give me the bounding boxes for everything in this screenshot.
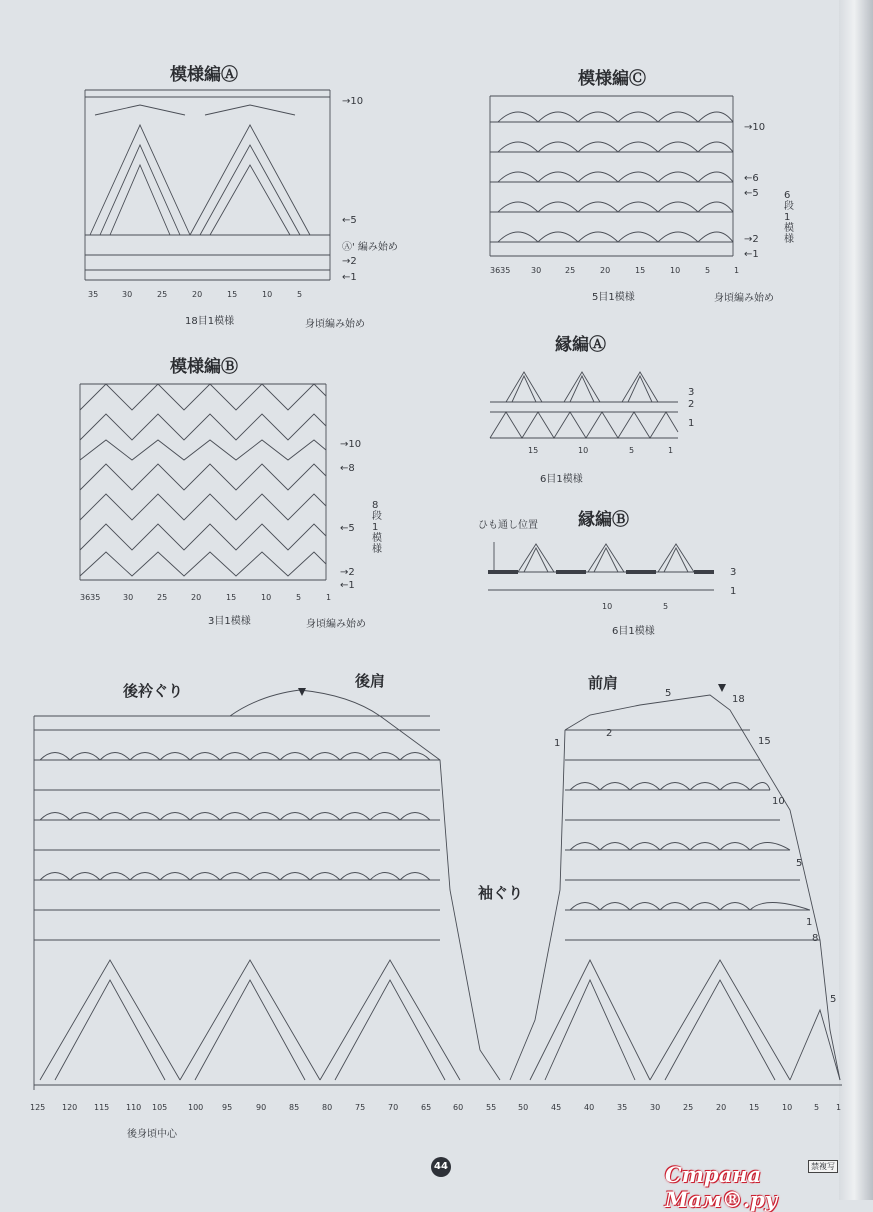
pattern-c-row-6: ←6: [744, 173, 759, 184]
big-tick: 115: [94, 1103, 110, 1112]
pattern-b-chart: [76, 380, 331, 590]
big-tick: 65: [421, 1103, 432, 1112]
pattern-a-start: 身頃編み始め: [305, 319, 365, 330]
big-tick: 5: [814, 1103, 820, 1112]
pattern-a-repeat: 18目1模様: [185, 316, 235, 327]
edging-b-cord-label: ひも通し位置: [478, 520, 538, 531]
pattern-c-tick: 30: [531, 266, 542, 275]
pattern-c-side-repeat: 6段1模様: [784, 190, 794, 245]
pattern-c-title: 模様編Ⓒ: [578, 69, 646, 89]
pattern-b-row-5: ←5: [340, 523, 355, 534]
pattern-b-tick: 15: [226, 593, 237, 602]
edging-b-tick: 5: [663, 602, 669, 611]
big-tick: 30: [650, 1103, 661, 1112]
back-center-label: 後身頃中心: [127, 1129, 177, 1140]
big-tick: 60: [453, 1103, 464, 1112]
edging-b-title: 縁編Ⓑ: [578, 510, 629, 530]
pattern-b-start: 身頃編み始め: [306, 619, 366, 630]
big-tick: 95: [222, 1103, 233, 1112]
front-row-5: 5: [796, 858, 803, 869]
edging-b-row-1: 1: [730, 586, 737, 597]
pattern-b-row-8: ←8: [340, 463, 355, 474]
edging-b-repeat: 6目1模様: [612, 626, 655, 637]
pattern-a-tick: 5: [297, 290, 303, 299]
pattern-b-title: 模様編Ⓑ: [170, 357, 238, 377]
big-tick: 105: [152, 1103, 168, 1112]
pattern-c-start: 身頃編み始め: [714, 293, 774, 304]
edging-a-row-1: 1: [688, 418, 695, 429]
big-tick: 80: [322, 1103, 333, 1112]
edging-a-tick: 5: [629, 446, 635, 455]
pattern-a-tick: 30: [122, 290, 133, 299]
big-tick: 125: [30, 1103, 46, 1112]
front-row-8: 8: [812, 933, 819, 944]
pattern-b-tick: 30: [123, 593, 134, 602]
front-row-5-top: 5: [665, 688, 672, 699]
pattern-c-tick: 15: [635, 266, 646, 275]
back-neck-title: 後衿ぐり: [123, 682, 184, 700]
big-tick: 10: [782, 1103, 793, 1112]
pattern-c-tick: 25: [565, 266, 576, 275]
front-row-2: 2: [606, 728, 613, 739]
big-tick: 100: [188, 1103, 204, 1112]
watermark-logo: Страна Мам®.ру: [665, 1162, 778, 1212]
pattern-b-row-10: →10: [340, 439, 362, 450]
big-tick: 40: [584, 1103, 595, 1112]
pattern-a-tick: 15: [227, 290, 238, 299]
copy-prohibited-tag: 禁複写: [808, 1160, 838, 1173]
front-row-1: 1: [806, 917, 813, 928]
front-shoulder-title: 前肩: [588, 674, 619, 692]
pattern-a-row-2: →2: [342, 256, 357, 267]
front-row-5-lower: 5: [830, 994, 837, 1005]
page-number: 44: [431, 1157, 451, 1177]
pattern-a-tick: 20: [192, 290, 203, 299]
pattern-a-row-1: ←1: [342, 272, 357, 283]
pattern-a-tick: 25: [157, 290, 168, 299]
pattern-b-repeat: 3目1模様: [208, 616, 251, 627]
pattern-a-start-label: Ⓐ' 編み始め: [342, 242, 398, 253]
big-tick: 75: [355, 1103, 366, 1112]
big-tick: 85: [289, 1103, 300, 1112]
big-tick: 15: [749, 1103, 760, 1112]
pattern-b-row-2: →2: [340, 567, 355, 578]
pattern-c-row-5: ←5: [744, 188, 759, 199]
pattern-c-tick: 20: [600, 266, 611, 275]
front-row-10: 10: [772, 796, 785, 807]
pattern-c-tick: 5: [705, 266, 711, 275]
big-tick: 55: [486, 1103, 497, 1112]
edging-a-repeat: 6目1模様: [540, 474, 583, 485]
edging-b-tick: 10: [602, 602, 613, 611]
edging-a-row-3: 3: [688, 387, 695, 398]
pattern-a-tick: 10: [262, 290, 273, 299]
big-tick: 1: [836, 1103, 842, 1112]
big-tick: 70: [388, 1103, 399, 1112]
edging-a-tick: 15: [528, 446, 539, 455]
big-tick: 110: [126, 1103, 142, 1112]
armhole-title: 袖ぐり: [478, 884, 524, 902]
front-row-18: 18: [732, 694, 745, 705]
pattern-b-tick: 3635: [80, 593, 101, 602]
big-tick: 25: [683, 1103, 694, 1112]
big-tick: 120: [62, 1103, 78, 1112]
pattern-a-row-10: →10: [342, 96, 364, 107]
pattern-a-chart: [80, 85, 340, 285]
pattern-c-tick: 1: [734, 266, 740, 275]
front-row-15: 15: [758, 736, 771, 747]
big-tick: 90: [256, 1103, 267, 1112]
pattern-c-repeat: 5目1模様: [592, 292, 635, 303]
edging-a-chart: [486, 362, 686, 442]
big-tick: 35: [617, 1103, 628, 1112]
pattern-c-tick: 3635: [490, 266, 511, 275]
pattern-c-row-2: →2: [744, 234, 759, 245]
pattern-c-tick: 10: [670, 266, 681, 275]
pattern-b-row-1: ←1: [340, 580, 355, 591]
edging-b-row-3: 3: [730, 567, 737, 578]
big-body-chart: [30, 690, 850, 1090]
pattern-c-row-10: →10: [744, 122, 766, 133]
pattern-b-tick: 25: [157, 593, 168, 602]
pattern-b-tick: 1: [326, 593, 332, 602]
pattern-c-chart: [488, 92, 738, 262]
pattern-b-side-repeat: 8段1模様: [372, 500, 382, 555]
edging-a-tick: 1: [668, 446, 674, 455]
edging-a-row-2: 2: [688, 399, 695, 410]
pattern-a-row-5: ←5: [342, 215, 357, 226]
big-tick: 20: [716, 1103, 727, 1112]
edging-b-chart: [484, 532, 724, 592]
back-shoulder-title: 後肩: [355, 672, 386, 690]
pattern-c-row-1: ←1: [744, 249, 759, 260]
big-tick: 45: [551, 1103, 562, 1112]
pattern-a-title: 模様編Ⓐ: [170, 65, 238, 85]
pattern-b-tick: 20: [191, 593, 202, 602]
pattern-b-tick: 10: [261, 593, 272, 602]
big-tick: 50: [518, 1103, 529, 1112]
pattern-b-tick: 5: [296, 593, 302, 602]
pattern-a-tick: 35: [88, 290, 99, 299]
front-row-1-top: 1: [554, 738, 561, 749]
edging-a-title: 縁編Ⓐ: [555, 335, 606, 355]
edging-a-tick: 10: [578, 446, 589, 455]
